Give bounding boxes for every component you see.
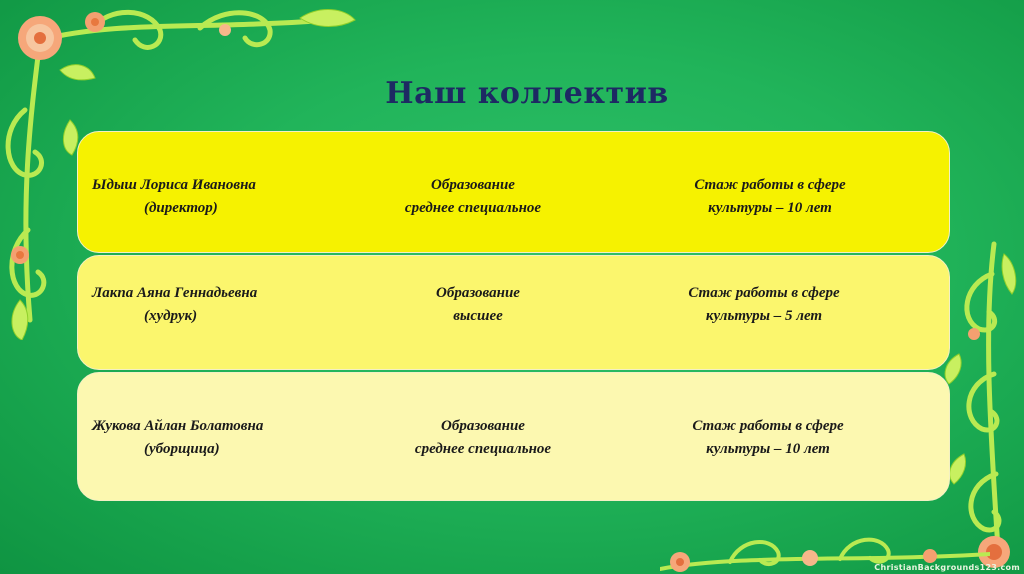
staff-row [77, 372, 950, 501]
staff-experience-cell [644, 282, 884, 328]
experience-line: Стаж работы в сфере [694, 177, 846, 193]
education-label: Образование [436, 285, 520, 301]
education-value: среднее специальное [414, 441, 552, 457]
education-value: среднее специальное [404, 200, 542, 216]
staff-name: Жукова Айлан Болатовна [92, 418, 264, 434]
education-value: высшее [453, 308, 503, 324]
staff-name: Ыдыш Лориса Ивановна [92, 177, 256, 193]
staff-education-cell [363, 174, 583, 220]
staff-row [77, 131, 950, 253]
experience-line: Стаж работы в сфере [688, 285, 840, 301]
staff-role: (директор) [144, 200, 218, 216]
staff-role: (уборщица) [144, 441, 220, 457]
staff-name-cell [92, 282, 257, 328]
staff-education-cell [373, 415, 593, 461]
experience-value: культуры – 10 лет [706, 441, 830, 457]
slide-title: Наш коллектив [385, 76, 669, 111]
staff-name-cell [92, 415, 263, 461]
experience-line: Стаж работы в сфере [692, 418, 844, 434]
staff-row [77, 255, 950, 370]
experience-value: культуры – 5 лет [705, 308, 823, 324]
experience-value: культуры – 10 лет [708, 200, 832, 216]
staff-experience-cell [648, 415, 888, 461]
staff-role: (худрук) [144, 308, 198, 324]
staff-name: Лакпа Аяна Геннадьевна [92, 285, 258, 301]
staff-education-cell [368, 282, 588, 328]
education-label: Образование [441, 418, 525, 434]
education-label: Образование [431, 177, 515, 193]
staff-name-cell [92, 174, 256, 220]
staff-experience-cell [650, 174, 890, 220]
watermark: ChristianBackgrounds123.com [874, 563, 1020, 572]
